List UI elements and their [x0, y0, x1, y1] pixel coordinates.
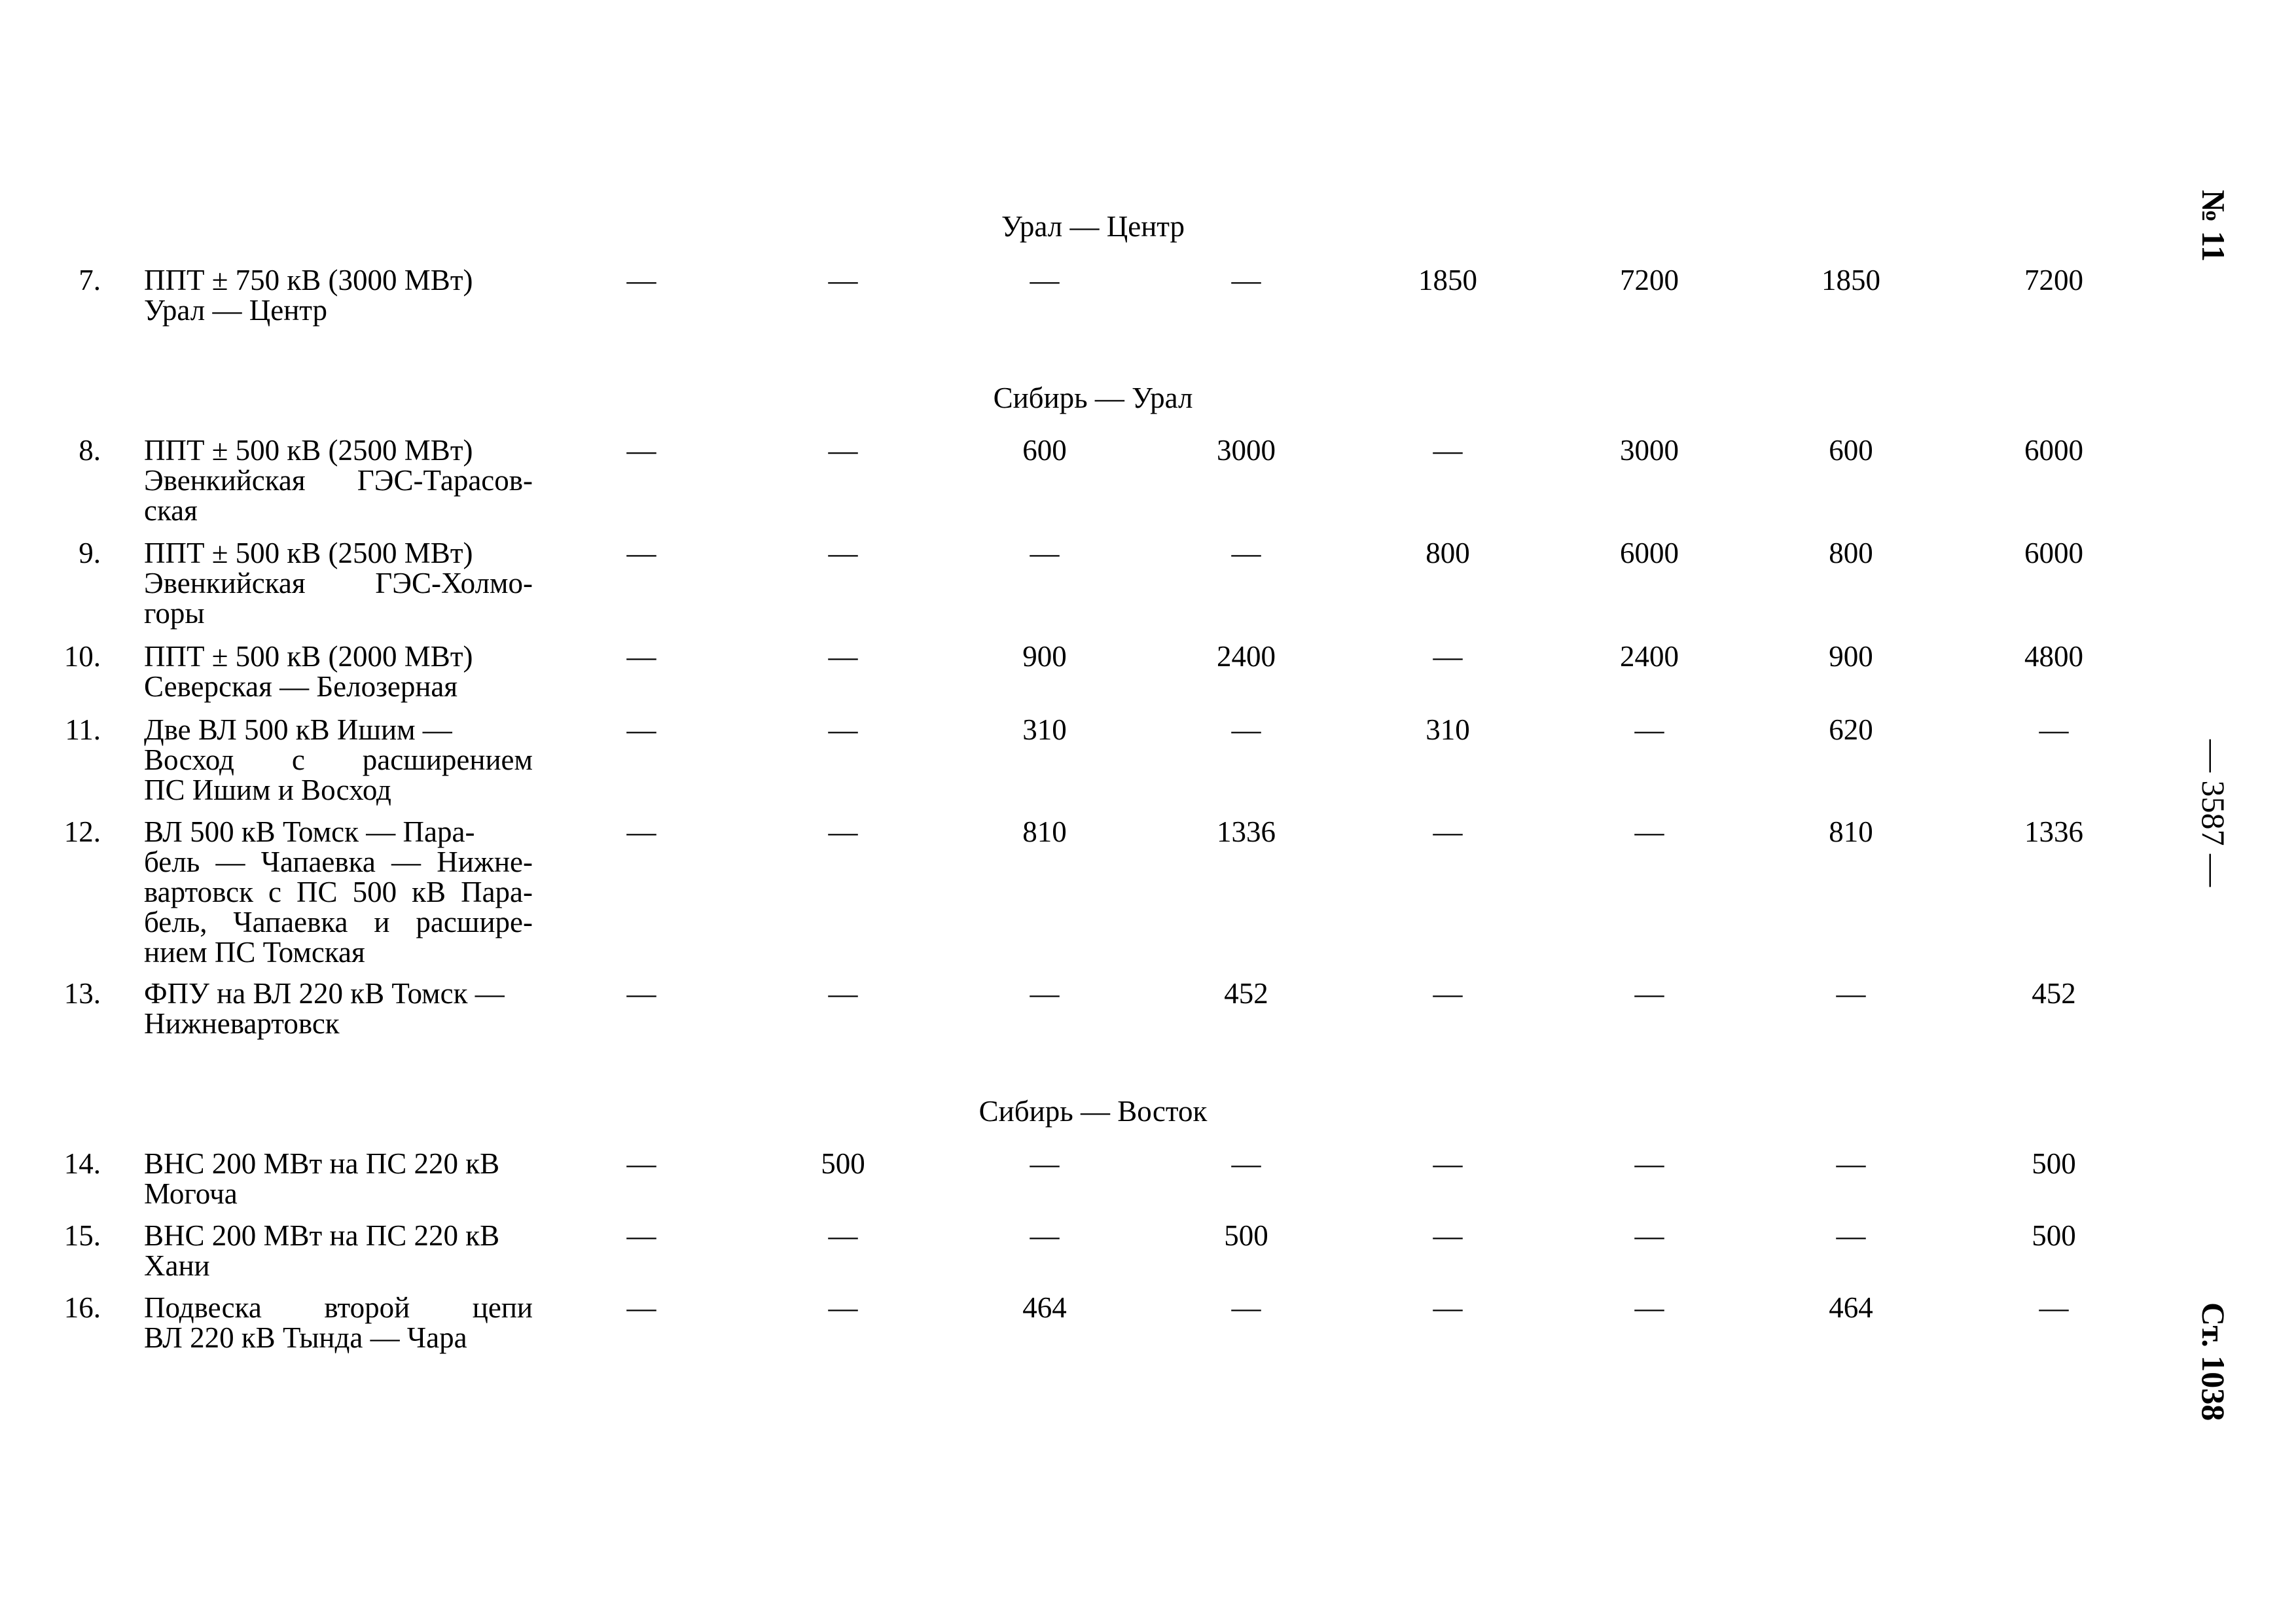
value-cell: 810 [1022, 815, 1067, 848]
description-line: ПС Ишим и Восход [144, 774, 391, 806]
description-line: горы [144, 597, 205, 630]
description-line: бель — Чапаевка — Нижне- [144, 846, 533, 878]
section-title: Урал — Центр [1001, 210, 1185, 243]
description-line: ППТ ± 500 кВ (2500 МВт) [144, 434, 473, 467]
row-number: 14. [63, 1147, 101, 1180]
value-cell: — [1433, 815, 1463, 848]
value-cell: 310 [1022, 713, 1067, 746]
issue-number-label: № 11 [2195, 190, 2232, 262]
value-cell: — [1836, 1219, 1866, 1252]
row-description [144, 435, 533, 526]
value-cell: 4800 [2024, 640, 2083, 673]
row-number: 16. [63, 1291, 101, 1324]
description-line: Две ВЛ 500 кВ Ишим — [144, 713, 452, 746]
value-cell: — [828, 434, 858, 467]
row-number: 13. [63, 977, 101, 1010]
value-cell: 464 [1829, 1291, 1873, 1324]
value-cell: — [828, 713, 858, 746]
value-cell: — [828, 264, 858, 296]
value-cell: — [626, 1291, 656, 1324]
value-cell: — [1433, 1147, 1463, 1180]
value-cell: 7200 [1620, 264, 1679, 296]
value-cell: — [1836, 1147, 1866, 1180]
value-cell: 452 [1224, 977, 1268, 1010]
value-cell: — [1231, 264, 1261, 296]
value-cell: 500 [821, 1147, 865, 1180]
description-line: ВНС 200 МВт на ПС 220 кВ [144, 1219, 500, 1252]
value-cell: — [1433, 434, 1463, 467]
value-cell: — [1836, 977, 1866, 1010]
value-cell: — [626, 1219, 656, 1252]
value-cell: 500 [2032, 1147, 2076, 1180]
description-line: ВЛ 220 кВ Тында — Чара [144, 1321, 467, 1354]
row-number: 9. [79, 537, 101, 569]
description-line: Хани [144, 1249, 210, 1282]
row-description [144, 538, 533, 628]
value-cell: 1850 [1821, 264, 1880, 296]
value-cell: 310 [1426, 713, 1470, 746]
value-cell: 3000 [1217, 434, 1276, 467]
section-title: Сибирь — Урал [993, 382, 1193, 414]
value-cell: — [1433, 977, 1463, 1010]
value-cell: — [1634, 815, 1664, 848]
value-cell: — [2039, 1291, 2069, 1324]
value-cell: — [1231, 1147, 1261, 1180]
value-cell: 600 [1022, 434, 1067, 467]
value-cell: — [626, 977, 656, 1010]
value-cell: — [828, 1219, 858, 1252]
value-cell: — [828, 640, 858, 673]
value-cell: 6000 [2024, 537, 2083, 569]
value-cell: — [828, 1291, 858, 1324]
value-cell: — [626, 537, 656, 569]
value-cell: — [626, 713, 656, 746]
value-cell: — [1634, 713, 1664, 746]
value-cell: 2400 [1217, 640, 1276, 673]
description-line: Могоча [144, 1177, 238, 1210]
value-cell: 1850 [1418, 264, 1477, 296]
value-cell: 600 [1829, 434, 1873, 467]
value-cell: 3000 [1620, 434, 1679, 467]
section-title: Сибирь — Восток [978, 1095, 1208, 1128]
description-line: Эвенкийская ГЭС-Холмо- [144, 567, 533, 599]
value-cell: — [1030, 1219, 1060, 1252]
row-number: 10. [63, 640, 101, 673]
value-cell: 1336 [1217, 815, 1276, 848]
row-number: 12. [63, 815, 101, 848]
value-cell: — [626, 1147, 656, 1180]
value-cell: 6000 [2024, 434, 2083, 467]
value-cell: 800 [1829, 537, 1873, 569]
value-cell: — [1231, 713, 1261, 746]
value-cell: 900 [1022, 640, 1067, 673]
row-description [144, 978, 533, 1039]
value-cell: 500 [1224, 1219, 1268, 1252]
row-number: 7. [79, 264, 101, 296]
description-line: вартовск с ПС 500 кВ Пара- [144, 876, 533, 908]
value-cell: 464 [1022, 1291, 1067, 1324]
description-line: ППТ ± 750 кВ (3000 МВт) [144, 264, 473, 296]
value-cell: — [626, 640, 656, 673]
value-cell: — [2039, 713, 2069, 746]
value-cell: 1336 [2024, 815, 2083, 848]
value-cell: — [1634, 1147, 1664, 1180]
description-line: нием ПС Томская [144, 936, 365, 969]
description-line: ППТ ± 500 кВ (2000 МВт) [144, 640, 473, 673]
value-cell: — [1030, 977, 1060, 1010]
value-cell: — [1231, 537, 1261, 569]
row-description [144, 1221, 533, 1281]
row-description [144, 265, 533, 325]
value-cell: — [1634, 1291, 1664, 1324]
value-cell: — [1634, 977, 1664, 1010]
row-description [144, 817, 533, 967]
value-cell: 620 [1829, 713, 1873, 746]
row-number: 11. [65, 713, 101, 746]
row-number: 15. [63, 1219, 101, 1252]
value-cell: — [828, 537, 858, 569]
value-cell: 800 [1426, 537, 1470, 569]
row-description [144, 641, 533, 702]
value-cell: — [828, 815, 858, 848]
description-line: ВЛ 500 кВ Томск — Пара- [144, 815, 475, 848]
description-line: ская [144, 494, 198, 527]
value-cell: — [828, 977, 858, 1010]
value-cell: 6000 [1620, 537, 1679, 569]
page-number-label: — 3587 — [2195, 740, 2232, 887]
row-description [144, 1293, 533, 1353]
value-cell: 7200 [2024, 264, 2083, 296]
value-cell: 900 [1829, 640, 1873, 673]
value-cell: — [1030, 1147, 1060, 1180]
row-number: 8. [79, 434, 101, 467]
value-cell: — [626, 815, 656, 848]
value-cell: — [1433, 640, 1463, 673]
description-line: Восход с расширением [144, 743, 533, 776]
value-cell: — [1030, 264, 1060, 296]
value-cell: — [1433, 1219, 1463, 1252]
row-description [144, 1149, 533, 1209]
value-cell: — [1231, 1291, 1261, 1324]
value-cell: 810 [1829, 815, 1873, 848]
description-line: Подвеска второй цепи [144, 1291, 533, 1324]
value-cell: 452 [2032, 977, 2076, 1010]
value-cell: — [626, 264, 656, 296]
value-cell: 500 [2032, 1219, 2076, 1252]
row-description [144, 715, 533, 805]
value-cell: — [1634, 1219, 1664, 1252]
value-cell: 2400 [1620, 640, 1679, 673]
value-cell: — [1433, 1291, 1463, 1324]
description-line: Урал — Центр [144, 294, 327, 327]
description-line: бель, Чапаевка и расшире- [144, 906, 533, 938]
value-cell: — [1030, 537, 1060, 569]
value-cell: — [626, 434, 656, 467]
description-line: Эвенкийская ГЭС-Тарасов- [144, 464, 533, 497]
column-number-label: Ст. 1038 [2195, 1302, 2232, 1421]
description-line: ППТ ± 500 кВ (2500 МВт) [144, 537, 473, 569]
description-line: Нижневартовск [144, 1007, 340, 1040]
description-line: Северская — Белозерная [144, 670, 458, 703]
description-line: ВНС 200 МВт на ПС 220 кВ [144, 1147, 500, 1180]
description-line: ФПУ на ВЛ 220 кВ Томск — [144, 977, 505, 1010]
